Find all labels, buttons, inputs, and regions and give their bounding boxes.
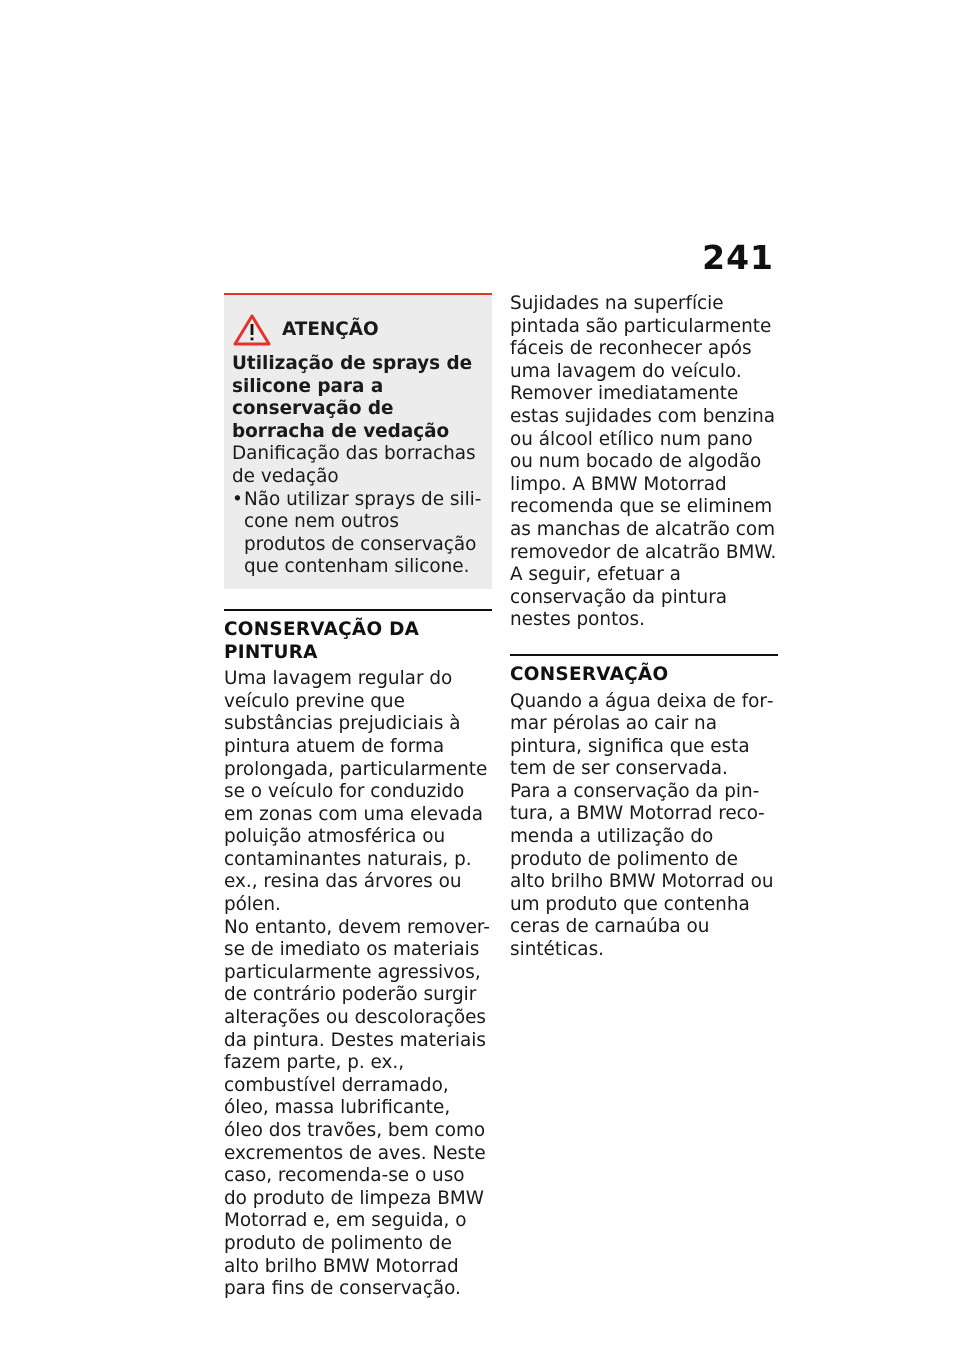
warning-subject: Utilização de sprays de silicone para a conservação de borracha de vedação xyxy=(232,353,473,442)
bullet-icon: • xyxy=(232,488,243,510)
section-heading-paint: CONSERVAÇÃO DA PINTURA xyxy=(224,609,492,664)
paint-paragraph-2: No entanto, devem remover-se de imediato os materiais particularmente agressivos, de contrário poderão surgir alterações ou descolorações da pintura. Destes materiais fazem parte, p. ex., combustível derramado, óleo, massa lubrificante, óleo dos travões, bem como excrementos de aves. Neste caso, recomenda-se o uso do produto de limpeza BMW Motorrad e, em seguida, o produto de polimento de alto brilho BMW Motorrad para fins de conservação. xyxy=(224,916,490,1300)
warning-box xyxy=(224,293,492,589)
care-paragraph-2: Para a conservação da pintura, a BMW Motorrad recomenda a utilização do produto de polimento de alto brilho BMW Motorrad ou um produto que contenha ceras de carnaúba ou sintéticas. xyxy=(510,780,774,961)
warning-header xyxy=(232,313,484,347)
warning-title: ATENÇÃO xyxy=(282,318,379,340)
paint-paragraph-1: Uma lavagem regular do veículo previne que substâncias prejudiciais à pintura atuem de forma prolongada, particularmente se o veículo for conduzido em zonas com uma elevada poluição atmosférica ou contaminantes naturais, p. ex., resina das árvores ou pólen. xyxy=(224,668,488,916)
left-column xyxy=(224,293,492,1301)
care-paragraph-1: Quando a água deixa de formar pérolas ao cair na pintura, significa que esta tem de ser conservada. xyxy=(510,690,774,780)
right-column xyxy=(510,293,778,962)
warning-bullet-text: Não utilizar sprays de silicone nem outros produtos de conservação que contenham silicone. xyxy=(244,488,482,578)
paint-paragraph-3: Sujidades na superfície pintada são particularmente fáceis de reconhecer após uma lavagem do veículo. Remover imediatamente estas sujidades com benzina ou álcool etílico num pano ou num bocado de algodão limpo. A BMW Motorrad recomenda que se eliminem as manchas de alcatrão com removedor de alcatrão BMW. A seguir, efetuar a conservação da pintura nestes pontos. xyxy=(510,293,777,631)
section-heading-care: CONSERVAÇÃO xyxy=(510,654,778,687)
warning-triangle-icon xyxy=(232,313,272,347)
page-number: 241 xyxy=(702,238,774,277)
warning-bullet xyxy=(232,489,484,579)
warning-consequence: Danificação das borrachas de vedação xyxy=(232,443,476,487)
